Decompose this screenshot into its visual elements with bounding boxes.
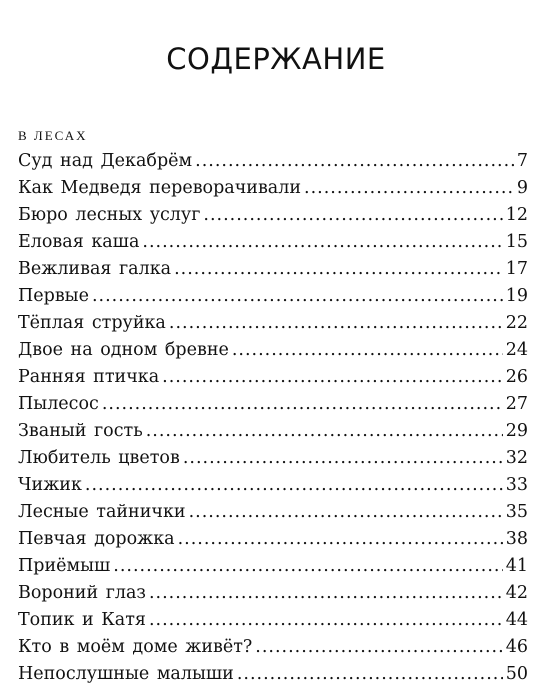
toc-entry[interactable] [18, 310, 528, 337]
toc-entry-title: Еловая каша [18, 232, 140, 252]
dot-leader [146, 418, 503, 445]
toc-entry[interactable] [18, 553, 528, 580]
toc-entry-title: Суд над Декабрём [18, 151, 193, 171]
toc-entry[interactable] [18, 445, 528, 472]
section-heading: В ЛЕСАХ [18, 128, 88, 143]
dot-leader [142, 229, 502, 256]
toc-entry-title: Вороний глаз [18, 583, 146, 603]
toc-entry-page: 15 [505, 232, 528, 252]
dot-leader [255, 634, 502, 661]
toc-entry-title: Пылесос [18, 394, 99, 414]
toc-entry[interactable] [18, 337, 528, 364]
toc-entry-title: Непослушные малыши [18, 664, 234, 684]
dot-leader [149, 607, 503, 634]
toc-entry[interactable] [18, 499, 528, 526]
toc-entry-page: 7 [516, 151, 528, 171]
dot-leader [183, 445, 503, 472]
toc-entry-page: 26 [505, 367, 528, 387]
dot-leader [85, 472, 503, 499]
toc-entry-title: Певчая дорожка [18, 529, 175, 549]
toc-entry-page: 29 [505, 421, 528, 441]
toc-entry-page: 17 [505, 259, 528, 279]
toc-entry-page: 33 [505, 475, 528, 495]
toc-entry-title: Бюро лесных услуг [18, 205, 201, 225]
dot-leader [178, 526, 503, 553]
toc-entry-page: 50 [505, 664, 528, 684]
toc-entry[interactable] [18, 634, 528, 661]
dot-leader [174, 256, 503, 283]
toc-entry-title: Кто в моём доме живёт? [18, 637, 253, 657]
toc-entry[interactable] [18, 391, 528, 418]
toc-entry-title: Тёплая струйка [18, 313, 166, 333]
toc-entry-page: 19 [505, 286, 528, 306]
dot-leader [189, 499, 503, 526]
dot-leader [102, 391, 503, 418]
table-of-contents [18, 148, 528, 688]
toc-entry-title: Как Медведя переворачивали [18, 178, 302, 198]
toc-entry-page: 46 [505, 637, 528, 657]
toc-entry[interactable] [18, 661, 528, 688]
toc-entry-page: 35 [505, 502, 528, 522]
toc-entry[interactable] [18, 472, 528, 499]
toc-entry-title: Приёмыш [18, 556, 111, 576]
toc-entry[interactable] [18, 148, 528, 175]
toc-entry-page: 41 [505, 556, 528, 576]
toc-entry[interactable] [18, 418, 528, 445]
toc-entry[interactable] [18, 526, 528, 553]
dot-leader [92, 283, 503, 310]
toc-entry[interactable] [18, 256, 528, 283]
toc-entry-title: Ранняя птичка [18, 367, 160, 387]
toc-entry-page: 27 [505, 394, 528, 414]
toc-entry-page: 22 [505, 313, 528, 333]
toc-entry-title: Чижик [18, 475, 82, 495]
toc-entry-page: 32 [505, 448, 528, 468]
dot-leader [304, 175, 514, 202]
dot-leader [203, 202, 502, 229]
toc-entry-title: Лесные тайнички [18, 502, 186, 522]
toc-entry[interactable] [18, 229, 528, 256]
toc-entry-title: Первые [18, 286, 89, 306]
toc-entry-page: 12 [505, 205, 528, 225]
toc-entry-title: Топик и Катя [18, 610, 146, 630]
toc-entry-page: 42 [505, 583, 528, 603]
toc-entry[interactable] [18, 364, 528, 391]
toc-entry-title: Вежливая галка [18, 259, 172, 279]
toc-entry-title: Любитель цветов [18, 448, 180, 468]
dot-leader [237, 661, 503, 688]
dot-leader [113, 553, 502, 580]
toc-entry-title: Двое на одном бревне [18, 340, 229, 360]
toc-entry-page: 24 [505, 340, 528, 360]
toc-entry[interactable] [18, 202, 528, 229]
dot-leader [162, 364, 503, 391]
toc-entry[interactable] [18, 607, 528, 634]
toc-entry[interactable] [18, 580, 528, 607]
toc-entry[interactable] [18, 283, 528, 310]
toc-entry-page: 38 [505, 529, 528, 549]
toc-entry[interactable] [18, 175, 528, 202]
dot-leader [232, 337, 503, 364]
dot-leader [195, 148, 514, 175]
toc-entry-title: Званый гость [18, 421, 143, 441]
dot-leader [169, 310, 503, 337]
dot-leader [149, 580, 503, 607]
toc-entry-page: 44 [505, 610, 528, 630]
toc-entry-page: 9 [516, 178, 528, 198]
page-title: СОДЕРЖАНИЕ [166, 42, 386, 77]
